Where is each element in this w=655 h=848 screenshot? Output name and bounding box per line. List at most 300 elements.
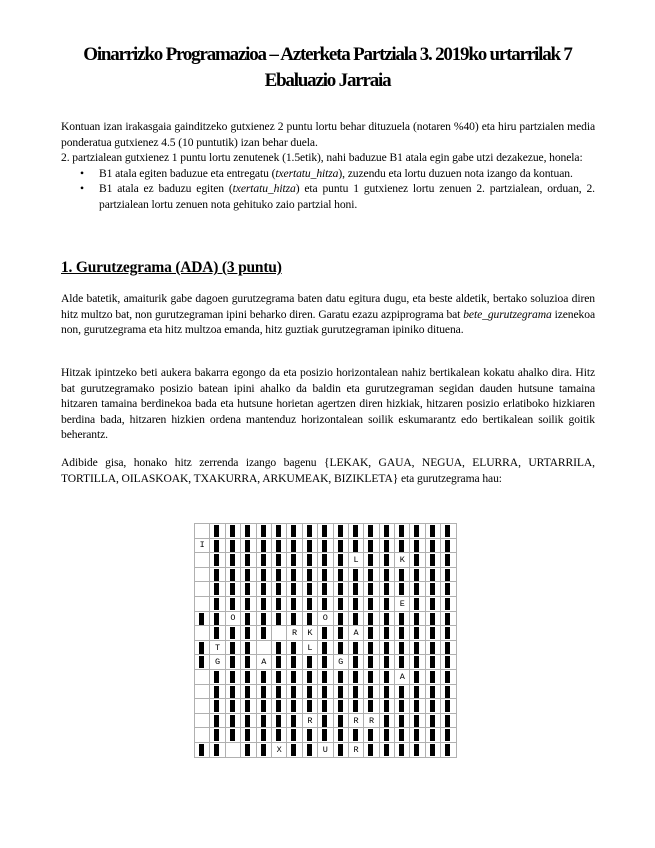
crossword-black-cell [364,611,379,626]
crossword-black-cell [302,567,317,582]
crossword-black-cell [333,640,348,655]
crossword-black-cell [256,626,271,641]
crossword-black-cell [318,524,333,539]
crossword-black-cell [441,742,456,757]
crossword-black-cell [410,669,425,684]
crossword-black-cell [410,728,425,743]
crossword-black-cell [410,567,425,582]
crossword-black-cell [364,626,379,641]
crossword-black-cell [395,742,410,757]
crossword-black-cell [410,684,425,699]
crossword-row [195,742,457,757]
crossword-black-cell [210,626,225,641]
crossword-black-cell [379,553,394,568]
crossword-black-cell [379,524,394,539]
crossword-black-cell [302,524,317,539]
crossword-black-cell [364,728,379,743]
crossword-row [195,538,457,553]
crossword-black-cell [410,713,425,728]
crossword-black-cell [364,699,379,714]
crossword-black-cell [441,596,456,611]
crossword-black-cell [379,596,394,611]
crossword-black-cell [210,582,225,597]
crossword-black-cell [410,611,425,626]
crossword-empty-cell [195,626,210,641]
crossword-black-cell [333,538,348,553]
crossword-black-cell [379,655,394,670]
crossword-black-cell [348,611,363,626]
crossword-black-cell [302,655,317,670]
crossword-black-cell [287,728,302,743]
crossword-black-cell [425,553,440,568]
crossword-black-cell [287,699,302,714]
crossword-black-cell [271,655,286,670]
crossword-empty-cell [195,699,210,714]
crossword-black-cell [395,538,410,553]
crossword-black-cell [256,713,271,728]
crossword-black-cell [441,713,456,728]
crossword-letter-cell: A [348,626,363,641]
crossword-black-cell [256,742,271,757]
bullet-item-2 [99,181,595,212]
crossword-black-cell [441,699,456,714]
crossword-black-cell [210,684,225,699]
crossword-black-cell [256,524,271,539]
crossword-letter-cell: U [318,742,333,757]
crossword-black-cell [271,669,286,684]
para-1-text-a: Alde batetik, amaiturik gabe dagoen gurutzegrama baten datu egitura dugu, eta beste aldetik, bertako soluzioa diren hitz multzo bat, non gurutzegraman ipini beharko diren. Garatu ezazu azpiprograma bat [61,292,595,321]
crossword-black-cell [348,669,363,684]
crossword-black-cell [410,582,425,597]
crossword-black-cell [318,655,333,670]
crossword-black-cell [441,553,456,568]
crossword-black-cell [379,611,394,626]
crossword-black-cell [318,582,333,597]
crossword-row [195,669,457,684]
crossword-black-cell [256,567,271,582]
crossword-black-cell [256,728,271,743]
crossword-black-cell [333,582,348,597]
crossword-black-cell [287,655,302,670]
crossword-black-cell [318,684,333,699]
crossword-row [195,713,457,728]
crossword-black-cell [210,567,225,582]
crossword-black-cell [287,684,302,699]
crossword-black-cell [395,626,410,641]
crossword-black-cell [318,553,333,568]
crossword-black-cell [287,596,302,611]
crossword-black-cell [302,611,317,626]
crossword-black-cell [318,640,333,655]
crossword-black-cell [425,699,440,714]
crossword-black-cell [410,596,425,611]
title-line-2: Ebaluazio Jarraia [264,70,391,91]
crossword-black-cell [241,728,256,743]
crossword-empty-cell [195,567,210,582]
crossword-black-cell [225,582,240,597]
crossword-black-cell [195,640,210,655]
crossword-black-cell [379,669,394,684]
crossword-black-cell [225,728,240,743]
crossword-black-cell [333,684,348,699]
crossword-black-cell [271,684,286,699]
crossword-black-cell [333,728,348,743]
crossword-black-cell [241,582,256,597]
crossword-letter-cell: R [302,713,317,728]
crossword-row [195,728,457,743]
crossword-black-cell [425,640,440,655]
crossword-black-cell [333,699,348,714]
crossword-empty-cell [195,684,210,699]
crossword-black-cell [364,582,379,597]
crossword-black-cell [379,640,394,655]
crossword-black-cell [379,713,394,728]
crossword-black-cell [287,640,302,655]
crossword-letter-cell: A [395,669,410,684]
crossword-black-cell [364,538,379,553]
crossword-empty-cell [195,596,210,611]
bullet-2-text-a: B1 atala ez baduzu egiten ( [99,182,233,196]
para-3-text: Adibide gisa, honako hitz zerrenda izango bagenu {LEKAK, GAUA, NEGUA, ELURRA, URTARRILA, TORTILLA, OILASKOAK, TXAKURRA, ARKUMEAK, BIZIKLETA} eta gurutzegrama hau: [61,456,595,485]
crossword-black-cell [410,640,425,655]
crossword-row [195,553,457,568]
crossword-black-cell [425,582,440,597]
crossword-black-cell [210,538,225,553]
crossword-black-cell [441,684,456,699]
crossword-black-cell [256,669,271,684]
crossword-black-cell [395,684,410,699]
crossword-black-cell [287,669,302,684]
crossword-row [195,684,457,699]
crossword-black-cell [241,684,256,699]
crossword-black-cell [271,713,286,728]
crossword-black-cell [256,582,271,597]
crossword-black-cell [225,596,240,611]
crossword-black-cell [302,684,317,699]
crossword-black-cell [318,728,333,743]
crossword-letter-cell: X [271,742,286,757]
crossword-black-cell [241,567,256,582]
crossword-black-cell [364,655,379,670]
crossword-letter-cell: O [318,611,333,626]
crossword-row [195,567,457,582]
crossword-black-cell [271,596,286,611]
section-1-paragraph-3 [61,455,595,486]
crossword-black-cell [441,611,456,626]
crossword-black-cell [225,538,240,553]
crossword-black-cell [318,538,333,553]
bullet-1-code: txertatu_hitza [275,166,339,180]
crossword-black-cell [241,553,256,568]
crossword-black-cell [287,713,302,728]
crossword-black-cell [271,538,286,553]
crossword-row [195,596,457,611]
crossword-black-cell [379,582,394,597]
crossword-empty-cell [225,742,240,757]
crossword-black-cell [379,684,394,699]
crossword-black-cell [395,611,410,626]
crossword-black-cell [395,640,410,655]
intro-block [61,119,595,213]
crossword-black-cell [348,582,363,597]
crossword-black-cell [364,669,379,684]
crossword-black-cell [318,626,333,641]
crossword-black-cell [395,655,410,670]
crossword-black-cell [302,596,317,611]
crossword-black-cell [225,567,240,582]
crossword-black-cell [195,611,210,626]
crossword-black-cell [287,611,302,626]
document-title [40,42,615,94]
crossword-black-cell [333,669,348,684]
crossword-black-cell [302,582,317,597]
crossword-black-cell [348,596,363,611]
crossword-black-cell [333,596,348,611]
section-1-paragraph-2 [61,365,595,443]
para-1-code: bete_gurutzegrama [463,307,552,321]
title-line-1: Oinarrizko Programazioa – Azterketa Partziala 3. 2019ko urtarrilak 7 [83,44,572,65]
crossword-black-cell [425,626,440,641]
intro-paragraph-1: Kontuan izan irakasgaia gainditzeko gutxienez 2 puntu lortu behar dituzuela (notaren %40) eta hiru partzialen media ponderatua gutxienez 4.5 (10 puntutik) izan behar duela. [61,120,595,149]
crossword-black-cell [271,611,286,626]
crossword-letter-cell: K [302,626,317,641]
crossword-black-cell [348,655,363,670]
crossword-empty-cell [195,728,210,743]
crossword-black-cell [395,713,410,728]
crossword-black-cell [410,699,425,714]
crossword-black-cell [410,742,425,757]
crossword-black-cell [210,611,225,626]
crossword-black-cell [425,742,440,757]
crossword-black-cell [210,699,225,714]
crossword-black-cell [379,626,394,641]
crossword-black-cell [210,713,225,728]
crossword-black-cell [302,538,317,553]
crossword-black-cell [441,538,456,553]
crossword-empty-cell [195,553,210,568]
crossword-black-cell [333,567,348,582]
crossword-black-cell [225,713,240,728]
crossword-black-cell [333,626,348,641]
crossword-black-cell [241,713,256,728]
crossword-black-cell [241,640,256,655]
crossword-letter-cell: G [333,655,348,670]
crossword-black-cell [271,728,286,743]
crossword-black-cell [379,699,394,714]
crossword-black-cell [210,728,225,743]
crossword-black-cell [318,669,333,684]
crossword-black-cell [225,669,240,684]
crossword-black-cell [256,538,271,553]
crossword-black-cell [425,567,440,582]
crossword-black-cell [441,582,456,597]
crossword-letter-cell: R [348,742,363,757]
crossword-black-cell [195,742,210,757]
crossword-black-cell [287,582,302,597]
crossword-black-cell [425,669,440,684]
crossword-black-cell [364,596,379,611]
section-1-heading: 1. Gurutzegrama (ADA) (3 puntu) [61,259,282,276]
crossword-row [195,655,457,670]
crossword-black-cell [210,596,225,611]
crossword-black-cell [225,524,240,539]
crossword-letter-cell: K [395,553,410,568]
crossword-letter-cell: I [195,538,210,553]
crossword-black-cell [395,524,410,539]
crossword-black-cell [410,553,425,568]
bullet-item-1 [99,166,595,182]
section-1-paragraph-1 [61,291,595,338]
crossword-black-cell [287,567,302,582]
crossword-black-cell [302,742,317,757]
crossword-black-cell [364,640,379,655]
crossword-black-cell [441,669,456,684]
crossword-empty-cell [256,640,271,655]
crossword-row [195,524,457,539]
crossword-black-cell [348,567,363,582]
crossword-row [195,582,457,597]
crossword-black-cell [364,553,379,568]
crossword-black-cell [441,640,456,655]
crossword-black-cell [256,611,271,626]
crossword-black-cell [210,524,225,539]
crossword-black-cell [256,699,271,714]
crossword-black-cell [271,640,286,655]
crossword-black-cell [441,524,456,539]
crossword-black-cell [318,567,333,582]
crossword-black-cell [287,524,302,539]
crossword-black-cell [364,524,379,539]
crossword-letter-cell: R [364,713,379,728]
crossword-black-cell [241,699,256,714]
crossword-black-cell [302,669,317,684]
crossword-black-cell [410,524,425,539]
crossword-black-cell [425,728,440,743]
crossword-black-cell [241,742,256,757]
crossword-black-cell [318,699,333,714]
crossword-black-cell [441,626,456,641]
crossword-black-cell [271,553,286,568]
crossword-letter-cell: A [256,655,271,670]
crossword-black-cell [271,582,286,597]
crossword-empty-cell [195,524,210,539]
crossword-letter-cell: O [225,611,240,626]
crossword-black-cell [241,524,256,539]
crossword-black-cell [241,626,256,641]
crossword-letter-cell: L [302,640,317,655]
crossword-black-cell [425,596,440,611]
intro-paragraph-2: 2. partzialean gutxienez 1 puntu lortu zenutenek (1.5etik), nahi baduzue B1 atala egin gabe utzi dezakezue, honela: [61,151,583,165]
crossword-black-cell [271,567,286,582]
crossword-black-cell [195,655,210,670]
crossword-black-cell [333,713,348,728]
crossword-black-cell [395,699,410,714]
crossword-black-cell [410,626,425,641]
crossword-black-cell [441,728,456,743]
crossword-black-cell [379,728,394,743]
crossword-empty-cell [195,713,210,728]
crossword-black-cell [210,669,225,684]
intro-bullet-list [61,166,595,213]
crossword-black-cell [348,538,363,553]
para-2-text: Hitzak ipintzeko beti aukera bakarra egongo da eta posizio horizontalean nahiz bertikalean kokatu ahalko dira. Hitz bat gurutzegramako posizio batean ipini ahalko da baldin eta gurutzegraman segidan dauden hutsune tamaina hitzaren tamaina berdinekoa bada eta hutsune horietan agertzen diren hizkiak, hitzaren posizio erlatiboko hizkiaren berdina bada, hitzaren hizkien ordena mantenduz horizontalean soilik eskumarantz edo bertikalean soilik goitik beherantz. [61,366,595,442]
para-1-text-b: izenekoa non, gurutzegrama eta hitz multzoa emanda, hitz guztiak gurutzegraman ipiniko dituena. [61,307,595,337]
bullet-1-text-a: B1 atala egiten baduzue eta entregatu ( [99,166,276,180]
crossword-black-cell [379,567,394,582]
crossword-black-cell [241,596,256,611]
crossword-black-cell [287,553,302,568]
crossword-letter-cell: G [210,655,225,670]
crossword-letter-cell: R [348,713,363,728]
crossword-black-cell [302,728,317,743]
crossword-black-cell [348,699,363,714]
crossword-black-cell [379,742,394,757]
crossword-black-cell [241,538,256,553]
crossword-black-cell [302,699,317,714]
crossword-black-cell [425,611,440,626]
crossword-black-cell [333,611,348,626]
crossword-black-cell [425,684,440,699]
crossword-empty-cell [271,626,286,641]
crossword-black-cell [241,611,256,626]
crossword-black-cell [225,626,240,641]
crossword-black-cell [256,684,271,699]
crossword-row [195,640,457,655]
crossword-black-cell [395,567,410,582]
crossword-black-cell [210,742,225,757]
crossword-black-cell [225,553,240,568]
crossword-black-cell [225,655,240,670]
crossword-black-cell [395,728,410,743]
crossword-grid [194,523,457,758]
crossword-black-cell [441,655,456,670]
crossword-black-cell [348,640,363,655]
crossword-black-cell [225,684,240,699]
crossword-black-cell [379,538,394,553]
bullet-2-code: txertatu_hitza [232,182,296,196]
crossword-black-cell [441,567,456,582]
crossword-table [194,523,457,758]
crossword-black-cell [425,655,440,670]
crossword-black-cell [364,567,379,582]
crossword-black-cell [256,553,271,568]
crossword-black-cell [348,684,363,699]
crossword-black-cell [395,582,410,597]
crossword-row [195,611,457,626]
crossword-black-cell [333,524,348,539]
crossword-black-cell [425,713,440,728]
crossword-black-cell [410,655,425,670]
crossword-letter-cell: R [287,626,302,641]
crossword-black-cell [302,553,317,568]
crossword-empty-cell [195,669,210,684]
crossword-black-cell [364,742,379,757]
crossword-black-cell [241,655,256,670]
crossword-black-cell [256,596,271,611]
crossword-black-cell [425,538,440,553]
crossword-black-cell [210,553,225,568]
crossword-black-cell [318,713,333,728]
crossword-empty-cell [195,582,210,597]
crossword-black-cell [348,524,363,539]
crossword-black-cell [333,553,348,568]
crossword-black-cell [271,699,286,714]
crossword-black-cell [333,742,348,757]
crossword-black-cell [241,669,256,684]
crossword-row [195,699,457,714]
crossword-letter-cell: T [210,640,225,655]
crossword-black-cell [225,699,240,714]
